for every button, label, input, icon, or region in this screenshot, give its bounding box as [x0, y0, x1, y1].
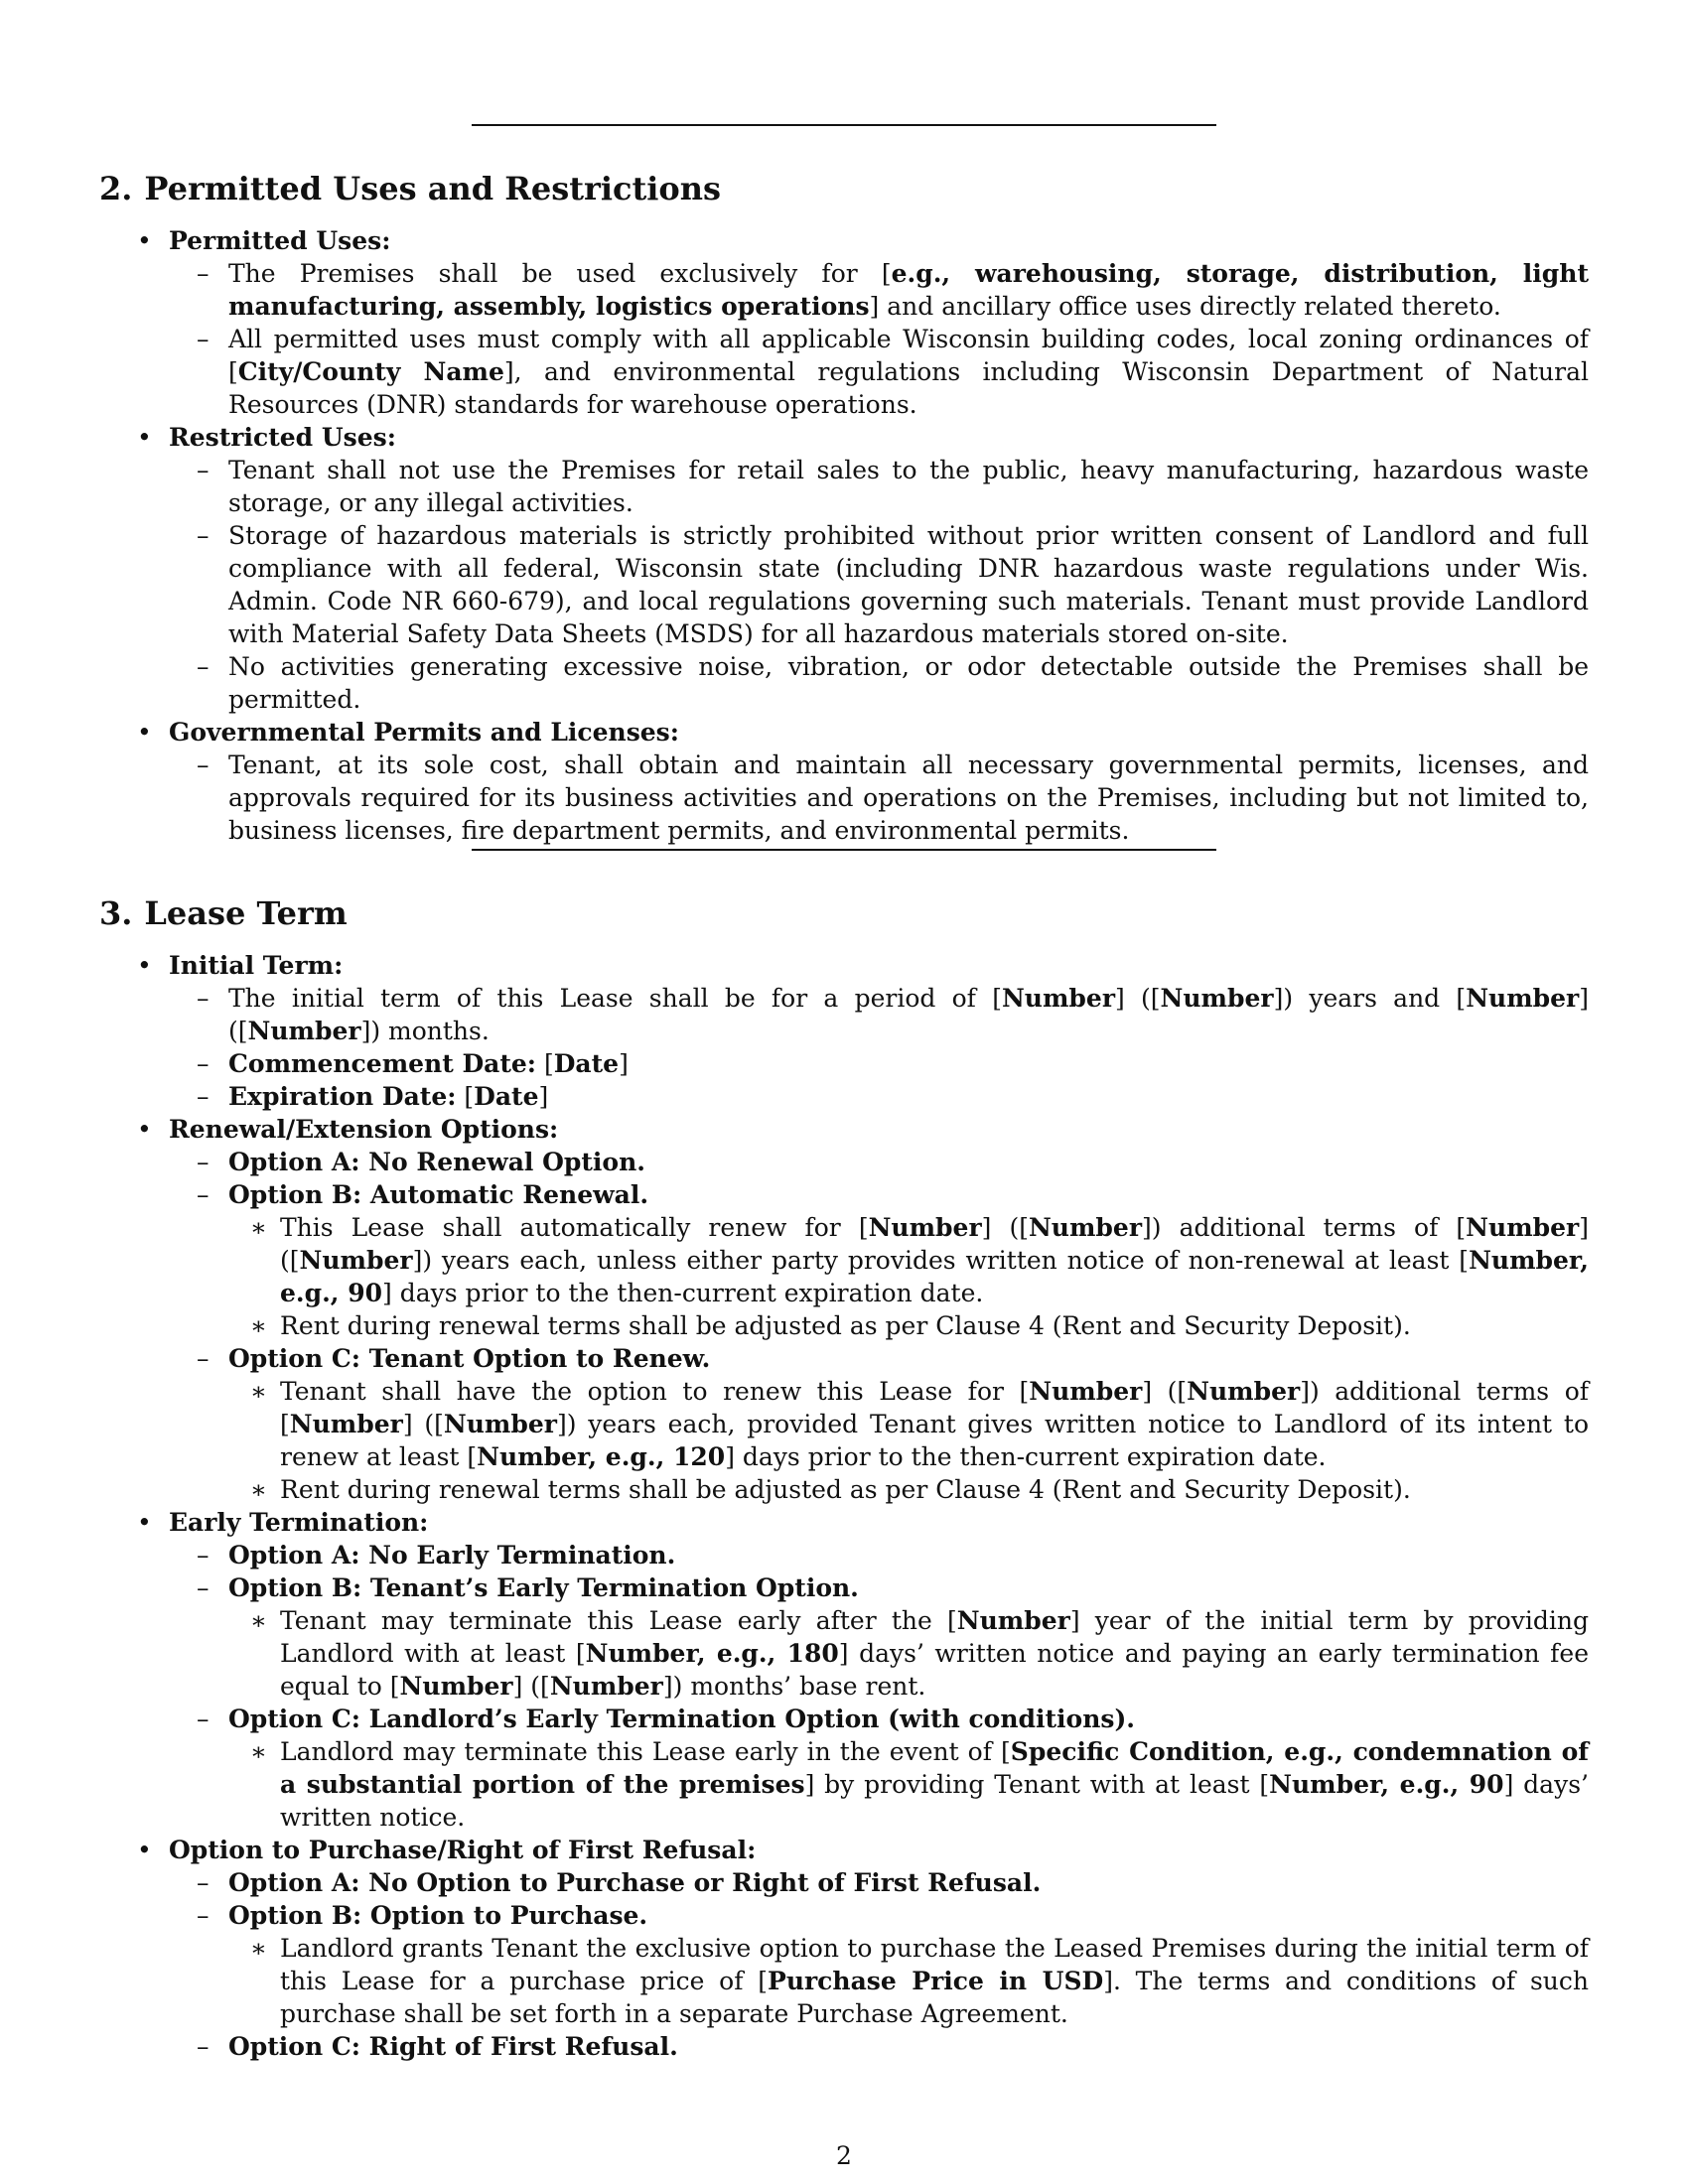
bullet-list — [99, 949, 1589, 2063]
list-item: – Option C: Tenant Option to Renew. ∗ Tenant shall have the option to renew this Lease for [Number] ([Number]) additional terms of [Number] ([Number]) years each, provided Tenant gives written notice to Landlord of its intent to renew at least [Number, e.g., 120] days prior to the then-current expiration date. ∗ Rent during renewal terms shall be adjusted as per Clause 4 (Rent and Security Deposit). — [169, 1342, 1589, 1506]
list-item: – Expiration Date: [Date] — [169, 1080, 1589, 1113]
section-permitted-uses — [99, 169, 1589, 847]
sub-list — [169, 1146, 1589, 1506]
item-heading: Renewal/Extension Options: — [169, 1115, 559, 1144]
list-item — [99, 949, 1589, 1113]
sub-sub-list — [228, 1375, 1589, 1506]
list-item: – All permitted uses must comply with all applicable Wisconsin building codes, local zoning ordinances of [City/County Name], and environmental regulations including Wisconsin Department of Natural Resources (DNR) standards for warehouse operations. — [169, 323, 1589, 421]
list-item: ∗ Landlord may terminate this Lease early in the event of [Specific Condition, e.g., condemnation of a substantial portion of the premises] by providing Tenant with at least [Number, e.g., 90] days’ written notice. — [228, 1735, 1589, 1834]
list-item: – Option A: No Renewal Option. — [169, 1146, 1589, 1178]
list-item: ∗ Landlord grants Tenant the exclusive option to purchase the Leased Premises during the initial term of this Lease for a purchase price of [Purchase Price in USD]. The terms and conditions of such purchase shall be set forth in a separate Purchase Agreement. — [228, 1932, 1589, 2030]
list-item: ∗ Tenant may terminate this Lease early after the [Number] year of the initial term by providing Landlord with at least [Number, e.g., 180] days’ written notice and paying an early termination fee equal to [Number] ([Number]) months’ base rent. — [228, 1604, 1589, 1703]
list-item: – Option C: Landlord’s Early Termination Option (with conditions). ∗ Landlord may terminate this Lease early in the event of [Specific Condition, e.g., condemnation of a substantial portion of the premises] by providing Tenant with at least [Number, e.g., 90] days’ written notice. — [169, 1703, 1589, 1834]
list-item: – Storage of hazardous materials is strictly prohibited without prior written consent of Landlord and full compliance with all federal, Wisconsin state (including DNR hazardous waste regulations under Wis. Admin. Code NR 660-679), and local regulations governing such materials. Tenant must provide Landlord with Material Safety Data Sheets (MSDS) for all hazardous materials stored on-site. — [169, 519, 1589, 650]
list-item — [99, 421, 1589, 716]
sub-sub-list — [228, 1932, 1589, 2030]
section-lease-term — [99, 893, 1589, 2063]
list-item: – The Premises shall be used exclusively for [e.g., warehousing, storage, distribution, light manufacturing, assembly, logistics operations] and ancillary office uses directly related thereto. — [169, 257, 1589, 323]
sub-list — [169, 1866, 1589, 2063]
list-item: – Option B: Automatic Renewal. ∗ This Lease shall automatically renew for [Number] ([Number]) additional terms of [Number] ([Number]) years each, unless either party provides written notice of non-renewal at least [Number, e.g., 90] days prior to the then-current expiration date. ∗ Rent during renewal terms shall be adjusted as per Clause 4 (Rent and Security Deposit). — [169, 1178, 1589, 1342]
section-number: 2. — [99, 170, 133, 207]
list-item: ∗ Rent during renewal terms shall be adjusted as per Clause 4 (Rent and Security Deposit). — [228, 1473, 1589, 1506]
list-item: – No activities generating excessive noise, vibration, or odor detectable outside the Premises shall be permitted. — [169, 650, 1589, 716]
document-page — [99, 0, 1589, 2184]
list-item — [99, 1834, 1589, 2063]
list-item: ∗ Tenant shall have the option to renew this Lease for [Number] ([Number]) additional terms of [Number] ([Number]) years each, provided Tenant gives written notice to Landlord of its intent to renew at least [Number, e.g., 120] days prior to the then-current expiration date. — [228, 1375, 1589, 1473]
bullet-list — [99, 224, 1589, 847]
item-heading: Governmental Permits and Licenses: — [169, 718, 679, 747]
sub-list — [169, 1539, 1589, 1834]
item-heading: Permitted Uses: — [169, 226, 391, 255]
item-heading: Restricted Uses: — [169, 423, 396, 452]
sub-list — [169, 454, 1589, 716]
list-item: – Tenant shall not use the Premises for retail sales to the public, heavy manufacturing, hazardous waste storage, or any illegal activities. — [169, 454, 1589, 519]
section-heading — [99, 893, 1589, 933]
sub-list — [169, 982, 1589, 1113]
sub-sub-list — [228, 1604, 1589, 1703]
list-item: – Commencement Date: [Date] — [169, 1047, 1589, 1080]
item-heading: Initial Term: — [169, 951, 344, 980]
section-divider — [472, 124, 1216, 126]
section-divider — [472, 849, 1216, 851]
list-item: – Option A: No Early Termination. — [169, 1539, 1589, 1571]
list-item: ∗ This Lease shall automatically renew for [Number] ([Number]) additional terms of [Number] ([Number]) years each, unless either party provides written notice of non-renewal at least [Number, e.g., 90] days prior to the then-current expiration date. — [228, 1211, 1589, 1309]
list-item — [99, 1113, 1589, 1506]
list-item: – Tenant, at its sole cost, shall obtain and maintain all necessary governmental permits, licenses, and approvals required for its business activities and operations on the Premises, including but not limited to, business licenses, fire department permits, and environmental permits. — [169, 749, 1589, 847]
list-item: – Option B: Option to Purchase. ∗ Landlord grants Tenant the exclusive option to purchase the Leased Premises during the initial term of this Lease for a purchase price of [Purchase Price in USD]. The terms and conditions of such purchase shall be set forth in a separate Purchase Agreement. — [169, 1899, 1589, 2030]
sub-list — [169, 749, 1589, 847]
section-heading — [99, 169, 1589, 208]
list-item — [99, 224, 1589, 421]
sub-sub-list — [228, 1211, 1589, 1342]
section-number: 3. — [99, 894, 133, 932]
list-item — [99, 1506, 1589, 1834]
sub-list — [169, 257, 1589, 421]
section-title: Lease Term — [144, 894, 348, 932]
item-heading: Early Termination: — [169, 1508, 429, 1537]
section-title: Permitted Uses and Restrictions — [144, 170, 722, 207]
list-item: – Option B: Tenant’s Early Termination Option. ∗ Tenant may terminate this Lease early after the [Number] year of the initial term by providing Landlord with at least [Number, e.g., 180] days’ written notice and paying an early termination fee equal to [Number] ([Number]) months’ base rent. — [169, 1571, 1589, 1703]
page-number: 2 — [836, 2141, 852, 2170]
list-item: – Option C: Right of First Refusal. — [169, 2030, 1589, 2063]
item-heading: Option to Purchase/Right of First Refusal: — [169, 1836, 757, 1864]
list-item: ∗ Rent during renewal terms shall be adjusted as per Clause 4 (Rent and Security Deposit). — [228, 1309, 1589, 1342]
list-item: – Option A: No Option to Purchase or Right of First Refusal. — [169, 1866, 1589, 1899]
list-item: – The initial term of this Lease shall be for a period of [Number] ([Number]) years and [Number] ([Number]) months. — [169, 982, 1589, 1047]
sub-sub-list — [228, 1735, 1589, 1834]
list-item — [99, 716, 1589, 847]
